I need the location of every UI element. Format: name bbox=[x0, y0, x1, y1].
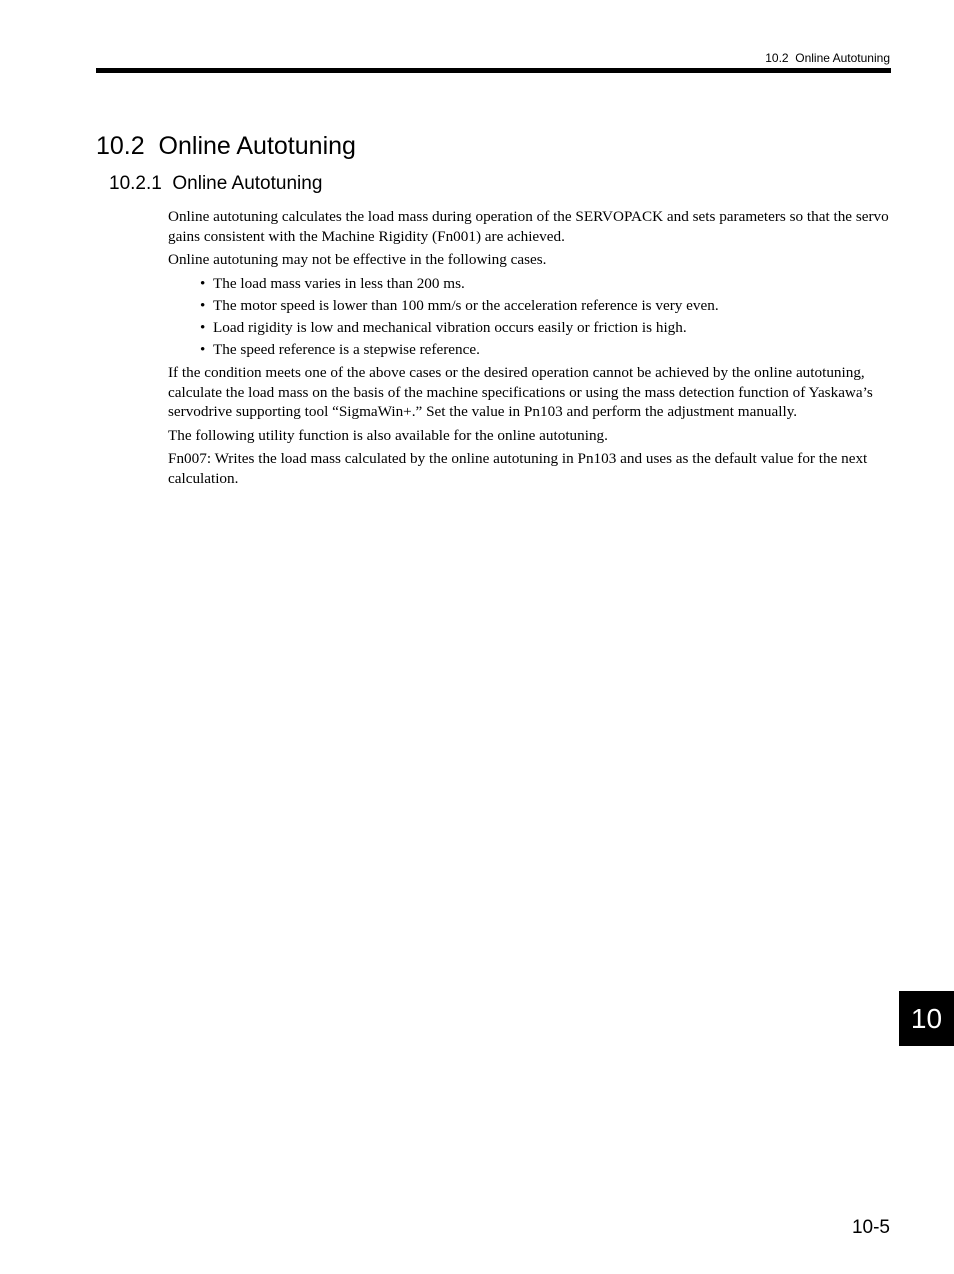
bullet-icon: • bbox=[200, 318, 206, 336]
paragraph-fn007: Fn007: Writes the load mass calculated by the online autotuning in Pn103 and uses as the default value for the next calculation. bbox=[168, 450, 868, 487]
header-rule bbox=[96, 68, 891, 73]
bullet-icon: • bbox=[200, 340, 206, 358]
chapter-tab: 10 bbox=[899, 991, 954, 1046]
cases-list bbox=[168, 274, 890, 360]
list-item-text: The motor speed is lower than 100 mm/s or the acceleration reference is very even. bbox=[213, 296, 719, 314]
subsection-title: 10.2.1 Online Autotuning bbox=[109, 173, 323, 194]
running-header: 10.2 Online Autotuning bbox=[765, 51, 890, 65]
paragraph-manual-adjustment: If the condition meets one of the above cases or the desired operation cannot be achieved by the online autotuning, calculate the load mass on the basis of the machine specifications or using the mass detection function of Yaskawa’s servodrive supporting tool “SigmaWin+.” Set the value in Pn103 and perform the adjustment manually. bbox=[168, 364, 873, 420]
page-number: 10-5 bbox=[851, 1217, 890, 1238]
body-text bbox=[168, 207, 890, 492]
list-item-text: Load rigidity is low and mechanical vibration occurs easily or friction is high. bbox=[213, 318, 687, 336]
paragraph-cases-intro: Online autotuning may not be effective in the following cases. bbox=[168, 251, 547, 268]
paragraph-utility-intro: The following utility function is also available for the online autotuning. bbox=[168, 426, 608, 444]
list-item bbox=[168, 274, 890, 294]
list-item-text: The load mass varies in less than 200 ms. bbox=[213, 274, 465, 292]
list-item-text: The speed reference is a stepwise reference. bbox=[213, 340, 480, 358]
section-title: 10.2 Online Autotuning bbox=[96, 132, 356, 160]
paragraph-intro: Online autotuning calculates the load mass during operation of the SERVOPACK and sets parameters so that the servo gains consistent with the Machine Rigidity (Fn001) are achieved. bbox=[168, 208, 889, 245]
list-item bbox=[168, 296, 890, 316]
bullet-icon: • bbox=[200, 296, 206, 314]
bullet-icon: • bbox=[200, 274, 206, 292]
list-item bbox=[168, 318, 890, 338]
list-item bbox=[168, 340, 890, 360]
